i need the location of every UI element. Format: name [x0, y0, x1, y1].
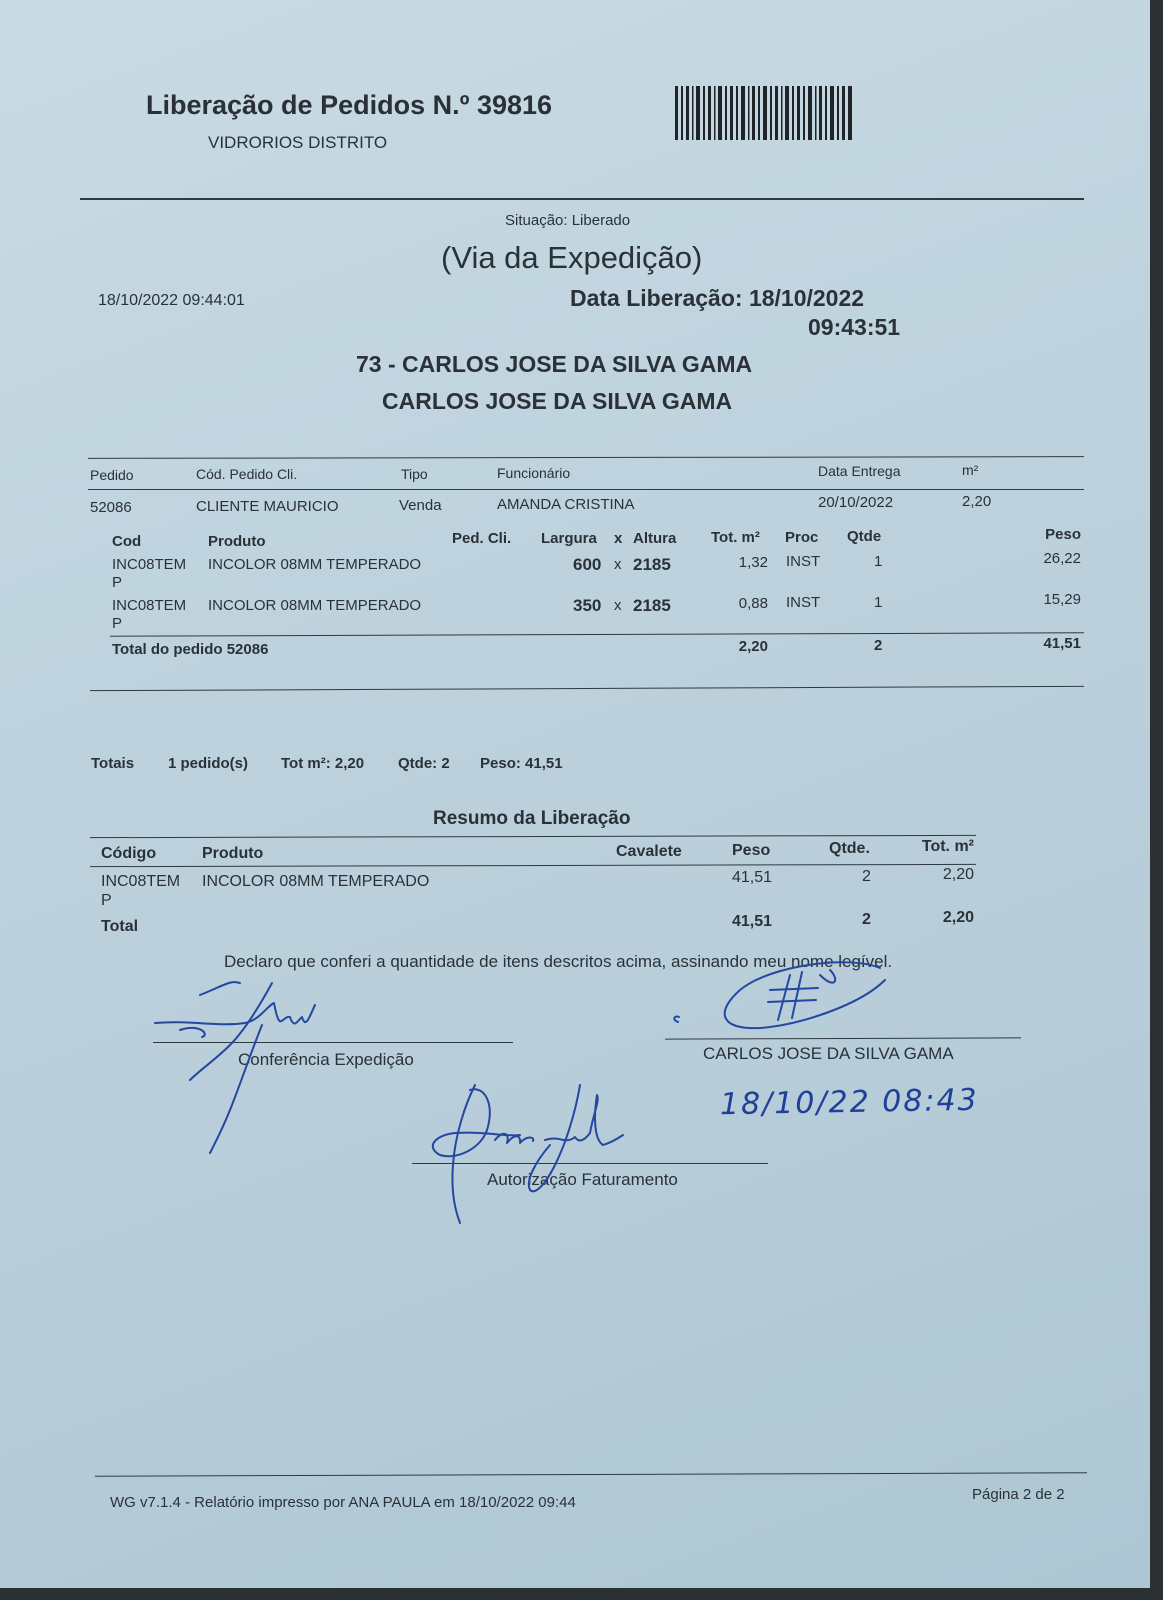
item-header-tot-m2: Tot. m² [711, 529, 760, 546]
summary-total-m2: 2,20 [942, 909, 974, 926]
release-date: Data Liberação: 18/10/2022 [570, 285, 865, 311]
order-client-ref: CLIENTE MAURICIO [196, 498, 339, 515]
item-product: INCOLOR 08MM TEMPERADO [208, 597, 422, 614]
item-code: INC08TEM [112, 597, 187, 614]
summary-header-qtde: Qtde. [829, 840, 870, 857]
header-m2: m² [962, 462, 979, 478]
order-employee: AMANDA CRISTINA [497, 496, 635, 513]
item-header-altura: Altura [633, 530, 677, 547]
summary-header-tot-m2: Tot. m² [921, 838, 974, 855]
conferencia-label: Conferência Expedição [238, 1050, 414, 1069]
summary-code-cont: P [101, 892, 112, 909]
header-tipo: Tipo [401, 466, 428, 482]
totals-orders: 1 pedido(s) [168, 755, 249, 772]
order-total-m2: 2,20 [738, 638, 768, 655]
summary-total-qty: 2 [862, 911, 871, 928]
item-header-proc: Proc [785, 529, 819, 546]
totals-qty: Qtde: 2 [398, 755, 450, 772]
summary-product: INCOLOR 08MM TEMPERADO [202, 873, 430, 890]
summary-total-label: Total [101, 918, 139, 935]
item-code-cont: P [112, 615, 123, 632]
summary-header-produto: Produto [202, 845, 264, 862]
client-signature [670, 960, 920, 1050]
item-qty: 1 [874, 594, 883, 611]
autorizacao-signature [425, 1075, 655, 1225]
summary-header-cavalete: Cavalete [616, 843, 682, 860]
barcode-icon [675, 86, 855, 140]
totals-m2: Tot m²: 2,20 [281, 755, 365, 772]
item-weight: 15,29 [1043, 591, 1081, 608]
item-height: 2185 [633, 555, 671, 574]
item-height: 2185 [633, 596, 671, 615]
item-x: x [614, 556, 622, 573]
header-divider [80, 198, 1084, 200]
company-name: VIDRORIOS DISTRITO [208, 133, 388, 152]
item-proc: INST [786, 553, 821, 570]
item-header-cod: Cod [112, 533, 142, 550]
summary-total-weight: 41,51 [732, 913, 773, 930]
summary-top-rule [90, 835, 976, 838]
item-qty: 1 [874, 553, 883, 570]
handwritten-date: 18/10/22 08:43 [719, 1082, 980, 1123]
table-header-rule [88, 489, 1084, 490]
item-header-produto: Produto [208, 533, 266, 550]
client-signature-name: CARLOS JOSE DA SILVA GAMA [703, 1044, 954, 1063]
order-delivery-date: 20/10/2022 [818, 494, 894, 511]
header-funcionario: Funcionário [497, 465, 571, 481]
item-product: INCOLOR 08MM TEMPERADO [208, 556, 422, 573]
copy-type: (Via da Expedição) [441, 240, 703, 275]
item-proc: INST [786, 594, 821, 611]
order-m2: 2,20 [962, 493, 992, 510]
page-number: Página 2 de 2 [972, 1486, 1065, 1503]
release-time: 09:43:51 [808, 314, 901, 340]
footer-rule [95, 1472, 1087, 1476]
conferencia-signature [150, 975, 340, 1155]
item-tot-m2: 0,88 [738, 595, 768, 612]
footer-printed-by: WG v7.1.4 - Relatório impresso por ANA PAULA em 18/10/2022 09:44 [110, 1494, 576, 1511]
order-total-rule [110, 632, 1084, 636]
summary-tot-m2: 2,20 [942, 866, 974, 883]
item-code: INC08TEM [112, 556, 187, 573]
table-bottom-rule [90, 686, 1084, 691]
order-total-weight: 41,51 [1043, 635, 1081, 652]
totals-label: Totais [91, 755, 135, 772]
printed-timestamp: 18/10/2022 09:44:01 [98, 292, 245, 309]
summary-weight: 41,51 [732, 869, 773, 886]
declaration-text: Declaro que conferi a quantidade de itens descritos acima, assinando meu nome legível. [224, 952, 893, 971]
autorizacao-label: Autorização Faturamento [487, 1170, 678, 1189]
order-type: Venda [399, 497, 442, 514]
summary-title: Resumo da Liberação [433, 808, 631, 829]
summary-code: INC08TEM [101, 873, 181, 890]
header-data-entrega: Data Entrega [818, 463, 901, 479]
item-width: 600 [573, 555, 602, 574]
item-weight: 26,22 [1043, 550, 1081, 567]
summary-qty: 2 [862, 868, 871, 885]
table-top-rule [88, 456, 1084, 459]
item-code-cont: P [112, 574, 123, 591]
order-number: 52086 [90, 499, 132, 516]
totals-weight: Peso: 41,51 [480, 755, 563, 772]
item-header-largura: Largura [541, 530, 597, 547]
item-header-ped-cli: Ped. Cli. [452, 530, 512, 547]
header-cod-pedido-cli: Cód. Pedido Cli. [196, 466, 298, 482]
item-x: x [614, 597, 622, 614]
item-tot-m2: 1,32 [738, 554, 768, 571]
item-header-peso: Peso [1045, 526, 1081, 543]
order-total-qty: 2 [874, 637, 883, 654]
order-total-label: Total do pedido 52086 [112, 641, 269, 658]
summary-header-rule [90, 864, 976, 867]
client-name: CARLOS JOSE DA SILVA GAMA [382, 388, 733, 414]
client-code-name: 73 - CARLOS JOSE DA SILVA GAMA [356, 351, 753, 377]
item-header-x: x [614, 530, 623, 547]
document-title: Liberação de Pedidos N.º 39816 [146, 90, 553, 120]
item-width: 350 [573, 596, 602, 615]
item-header-qtde: Qtde [847, 528, 882, 545]
status-text: Situação: Liberado [505, 212, 631, 229]
header-pedido: Pedido [90, 467, 134, 483]
summary-header-peso: Peso [732, 842, 771, 859]
summary-header-codigo: Código [101, 845, 157, 862]
